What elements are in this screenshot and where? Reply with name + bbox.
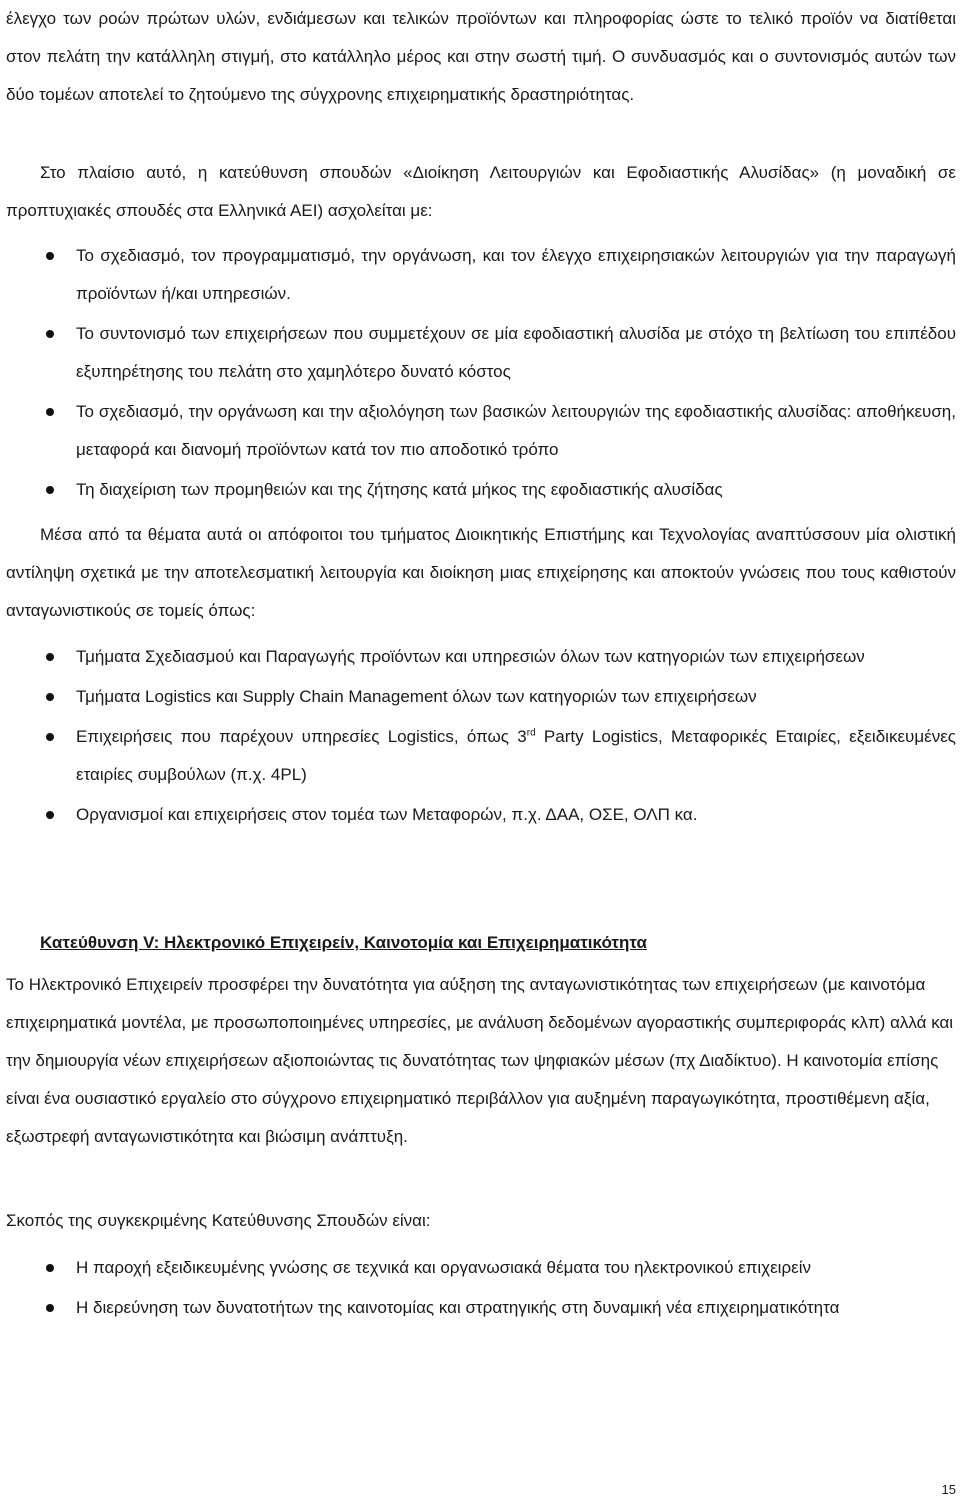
bullet-icon (46, 653, 54, 661)
aims-intro: Σκοπός της συγκεκριμένης Κατεύθυνσης Σπουδών είναι: (6, 1211, 431, 1230)
bullet-icon (46, 486, 54, 494)
bullet-icon (46, 733, 54, 741)
list-item-text: Η παροχή εξειδικευμένης γνώσης σε τεχνικά και οργανωσιακά θέματα του ηλεκτρονικού επιχειρείν (76, 1258, 811, 1277)
list-item (76, 1249, 956, 1287)
list-item-text: Τμήματα Logistics και Supply Chain Management όλων των κατηγοριών των επιχειρήσεων (76, 687, 757, 706)
section-body-paragraph: Το Ηλεκτρονικό Επιχειρείν προσφέρει την δυνατότητα για αύξηση της ανταγωνιστικότητας των επιχειρήσεων (με καινοτόμα επιχειρηματικά μοντέλα, με προσωποποιημένες υπηρεσίες, με ανάλυση δεδομένων αγοραστικής συμπεριφοράς κλπ) αλλά και την δημιουργία νέων επιχειρήσεων αξιοποιώντας τις δυνατότητας των ψηφιακών μέσων (πχ Διαδίκτυο). Η καινοτομία επίσης είναι ένα ουσιαστικό εργαλείο στο σύγχρονο επιχειρηματικό περιβάλλον για αυξημένη παραγωγικότητα, προστιθέμενη αξία, εξωστρεφή ανταγωνιστικότητα και βιώσιμη ανάπτυξη. (6, 975, 954, 1146)
bullet-icon (46, 1264, 54, 1272)
section-heading: Κατεύθυνση V: Ηλεκτρονικό Επιχειρείν, Καινοτομία και Επιχειρηματικότητα (40, 933, 647, 952)
aims-list (76, 1249, 956, 1327)
list-item (76, 638, 956, 676)
list-item-text: Τμήματα Σχεδιασμού και Παραγωγής προϊόντων και υπηρεσιών όλων των κατηγοριών των επιχειρήσεων (76, 647, 865, 666)
intro-paragraph-1: έλεγχο των ροών πρώτων υλών, ενδιάμεσων και τελικών προϊόντων και πληροφορίας ώστε το τελικό προϊόν να διατίθεται στον πελάτη την κατάλληλη στιγμή, στο κατάλληλο μέρος και στην σωστή τιμή. Ο συνδυασμός και ο συντονισμός αυτών των δύο τομέων αποτελεί το ζητούμενο της σύγχρονης επιχειρηματικής δραστηριότητας. (6, 9, 956, 104)
bullet-icon (46, 1304, 54, 1312)
list-item (76, 471, 956, 509)
list-item-text: Οργανισμοί και επιχειρήσεις στον τομέα των Μεταφορών, π.χ. ΔΑΑ, ΟΣΕ, ΟΛΠ κα. (76, 805, 698, 824)
bullet-icon (46, 811, 54, 819)
list-item (76, 393, 956, 469)
ordinal-superscript: rd (526, 727, 536, 739)
topics-list (76, 237, 956, 509)
intro-paragraph-2: Στο πλαίσιο αυτό, η κατεύθυνση σπουδών «Διοίκηση Λειτουργιών και Εφοδιαστικής Αλυσίδας» (η μοναδική σε προπτυχιακές σπουδές στα Ελληνικά ΑΕΙ) ασχολείται με: (6, 163, 956, 220)
list-item-text: Τη διαχείριση των προμηθειών και της ζήτησης κατά μήκος της εφοδιαστικής αλυσίδας (76, 480, 723, 499)
bullet-icon (46, 252, 54, 260)
list-item (76, 237, 956, 313)
list-item (76, 678, 956, 716)
list-item-text: Το σχεδιασμό, την οργάνωση και την αξιολόγηση των βασικών λειτουργιών της εφοδιαστικής αλυσίδας: αποθήκευση, μεταφορά και διανομή προϊόντων κατά τον πιο αποδοτικό τρόπο (76, 402, 956, 459)
bullet-icon (46, 693, 54, 701)
list-item (76, 718, 956, 794)
careers-list (76, 638, 956, 834)
list-item-text: Η διερεύνηση των δυνατοτήτων της καινοτομίας και στρατηγικής στη δυναμική νέα επιχειρηματικότητα (76, 1298, 840, 1317)
careers-intro-paragraph: Μέσα από τα θέματα αυτά οι απόφοιτοι του τμήματος Διοικητικής Επιστήμης και Τεχνολογίας αναπτύσσουν μία ολιστική αντίληψη σχετικά με την αποτελεσματική λειτουργία και διοίκηση μιας επιχείρησης και αποκτούν γνώσεις που τους καθιστούν ανταγωνιστικούς σε τομείς όπως: (6, 525, 956, 620)
list-item-text-end: Party Logistics, Μεταφορικές Εταιρίες, εξειδικευμένες εταιρίες συμβούλων (π.χ. 4PL) (76, 727, 956, 784)
list-item (76, 796, 956, 834)
bullet-icon (46, 330, 54, 338)
page-number: 15 (941, 1482, 956, 1497)
list-item (76, 1289, 956, 1327)
list-item (76, 315, 956, 391)
list-item-text: Το σχεδιασμό, τον προγραμματισμό, την οργάνωση, και τον έλεγχο επιχειρησιακών λειτουργιών για την παραγωγή προϊόντων ή/και υπηρεσιών. (76, 246, 956, 303)
bullet-icon (46, 408, 54, 416)
list-item-text-start: Επιχειρήσεις που παρέχουν υπηρεσίες Logistics, όπως 3 (76, 727, 527, 746)
list-item-text: Το συντονισμό των επιχειρήσεων που συμμετέχουν σε μία εφοδιαστική αλυσίδα με στόχο τη βελτίωση του επιπέδου εξυπηρέτησης του πελάτη στο χαμηλότερο δυνατό κόστος (76, 324, 956, 381)
